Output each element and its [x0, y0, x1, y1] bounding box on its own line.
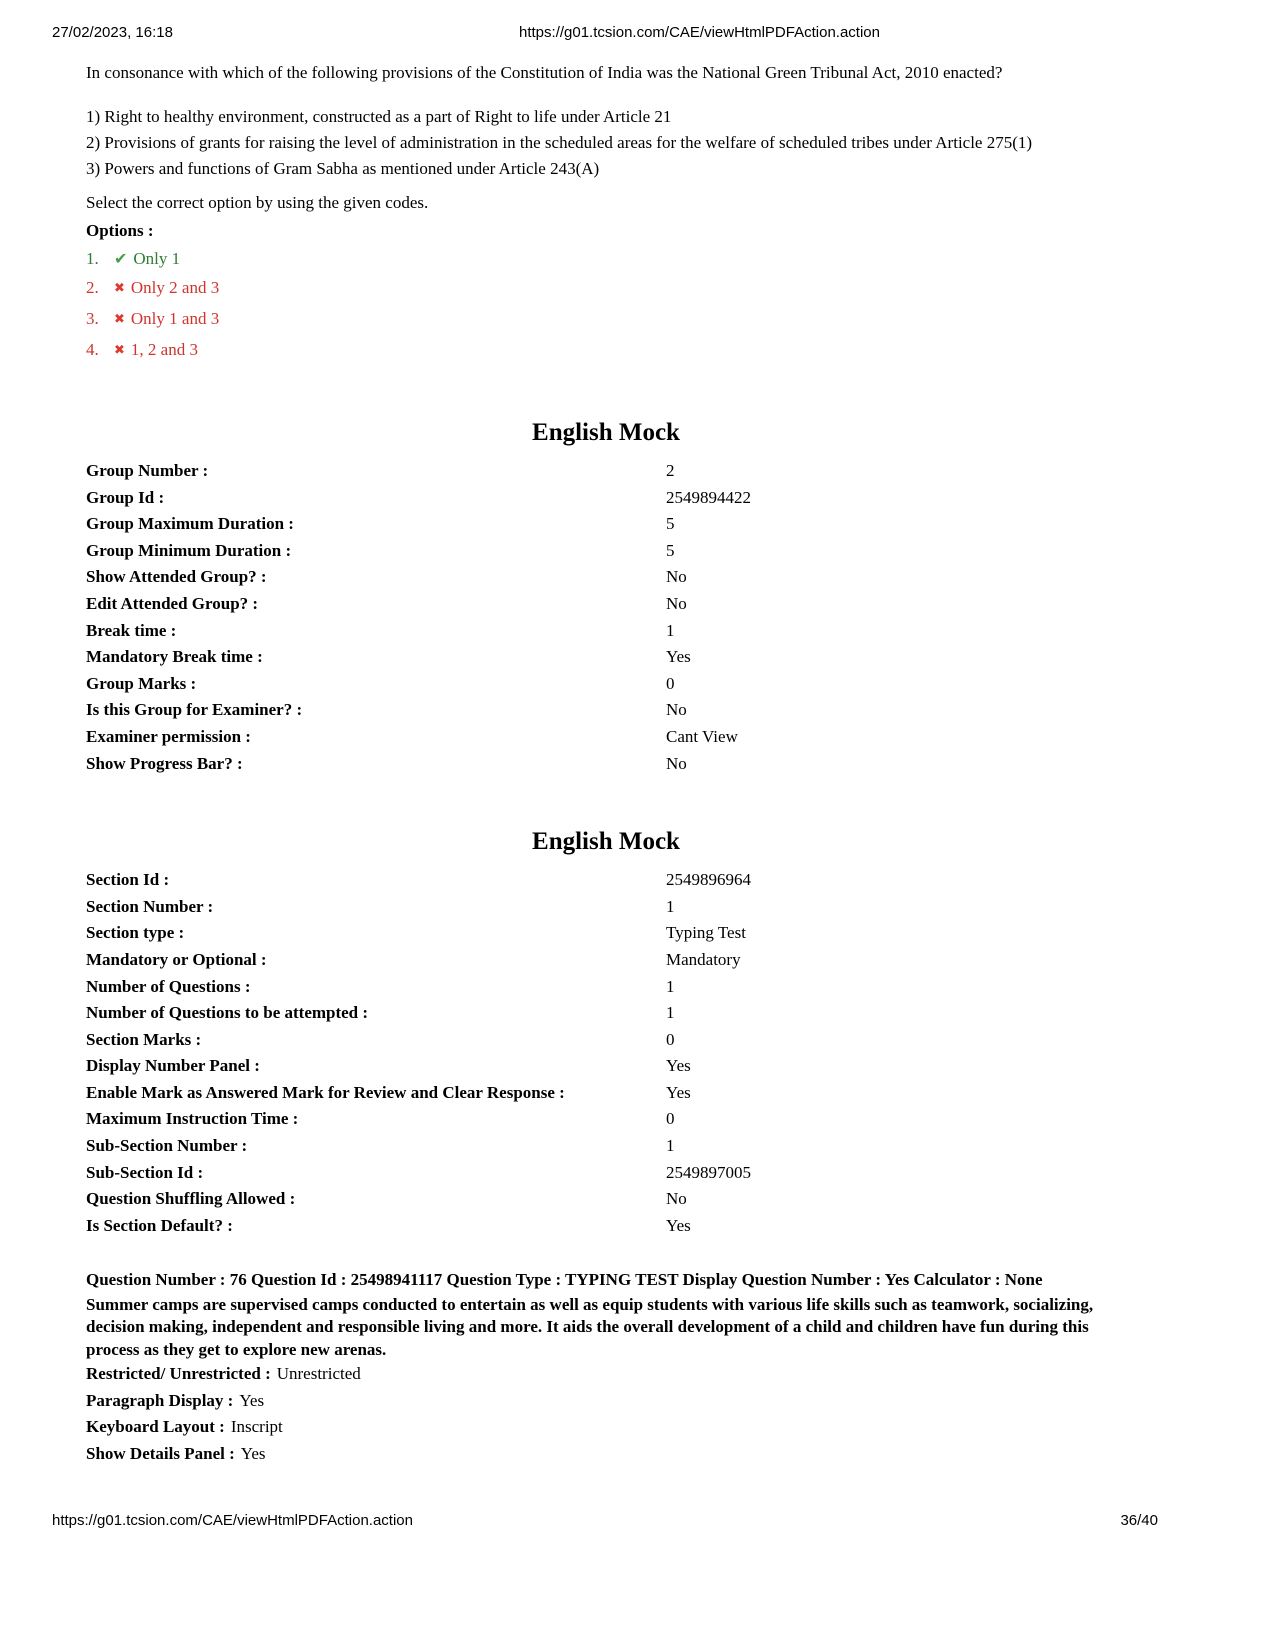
row-label: Enable Mark as Answered Mark for Review and Clear Response :	[86, 1082, 565, 1102]
option-number: 4.	[86, 340, 99, 359]
row-value: Cant View	[666, 726, 738, 746]
section-row	[86, 867, 1126, 894]
group-title: English Mock	[532, 419, 680, 446]
cross-icon: ✖	[114, 312, 125, 327]
row-label: Section Id :	[86, 870, 170, 890]
group-row	[86, 591, 1126, 618]
section-row	[86, 1160, 1126, 1187]
print-header	[52, 24, 1223, 44]
row-value: 0	[666, 673, 675, 693]
row-label: Number of Questions to be attempted :	[86, 1003, 369, 1023]
row-label: Section Marks :	[86, 1029, 202, 1049]
row-value: 1	[666, 1003, 675, 1023]
row-value: 2549894422	[666, 487, 751, 507]
row-value: 1	[666, 976, 675, 996]
group-row	[86, 724, 1126, 751]
section-row	[86, 920, 1126, 947]
attr-label: Show Details Panel :	[86, 1443, 235, 1463]
page-number: 36/40	[1120, 1512, 1158, 1529]
row-label: Group Number :	[86, 461, 209, 480]
row-value: 1	[666, 896, 675, 916]
option-label: 1, 2 and 3	[130, 340, 198, 359]
group-row	[86, 564, 1126, 591]
group-row	[86, 697, 1126, 724]
attr-show-details-panel	[86, 1441, 1126, 1468]
attr-value: Yes	[240, 1443, 266, 1463]
row-value: Yes	[666, 1082, 691, 1102]
section-title: English Mock	[532, 828, 680, 856]
section-row	[86, 1106, 1126, 1133]
row-value: 5	[666, 540, 675, 560]
question-statements	[86, 104, 1126, 182]
attr-label: Restricted/ Unrestricted :	[86, 1364, 271, 1384]
print-datetime: 27/02/2023, 16:18	[52, 24, 173, 41]
row-value: 2	[666, 461, 675, 480]
option-number: 2.	[86, 278, 99, 297]
group-row	[86, 644, 1126, 671]
question-instruction: Select the correct option by using the given codes.	[86, 193, 429, 212]
option-4	[86, 335, 1126, 366]
group-row	[86, 458, 1126, 485]
option-number: 3.	[86, 309, 99, 328]
section-row	[86, 894, 1126, 921]
row-label: Maximum Instruction Time :	[86, 1109, 299, 1129]
group-row	[86, 751, 1126, 778]
section-row	[86, 947, 1126, 974]
attr-value: Unrestricted	[276, 1364, 361, 1384]
row-value: 2549897005	[666, 1162, 751, 1182]
option-label: Only 1	[133, 249, 181, 268]
row-label: Display Number Panel :	[86, 1056, 260, 1076]
check-icon: ✔	[114, 249, 128, 268]
row-label: Show Progress Bar? :	[86, 753, 243, 773]
row-label: Examiner permission :	[86, 726, 251, 746]
row-label: Break time :	[86, 620, 177, 640]
attr-label: Paragraph Display :	[86, 1390, 234, 1410]
section-row	[86, 1027, 1126, 1054]
row-value: No	[666, 753, 687, 773]
option-label: Only 1 and 3	[130, 309, 220, 328]
row-label: Section type :	[86, 923, 185, 943]
option-3	[86, 304, 1126, 335]
row-label: Group Minimum Duration :	[86, 540, 292, 560]
attr-value: Inscript	[230, 1417, 283, 1437]
row-value: No	[666, 567, 687, 587]
row-value: 1	[666, 620, 675, 640]
row-value: 5	[666, 514, 675, 534]
row-label: Sub-Section Number :	[86, 1136, 248, 1156]
section-row	[86, 1000, 1126, 1027]
option-1	[86, 244, 1126, 273]
typing-attributes	[86, 1361, 1126, 1467]
row-label: Show Attended Group? :	[86, 567, 267, 587]
options-list	[86, 244, 1126, 366]
row-value: No	[666, 1189, 687, 1209]
row-value: 0	[666, 1109, 675, 1129]
row-label: Group Maximum Duration :	[86, 514, 294, 534]
attr-paragraph-display	[86, 1388, 1126, 1415]
question-text: In consonance with which of the following provisions of the Constitution of India was the National Green Tribunal Act, 2010 enacted?	[86, 63, 1003, 82]
row-value: No	[666, 593, 687, 613]
attr-keyboard-layout	[86, 1414, 1126, 1441]
row-label: Group Id :	[86, 487, 165, 507]
cross-icon: ✖	[114, 343, 125, 358]
typing-passage: Summer camps are supervised camps conducted to entertain as well as equip students with various life skills such as teamwork, socializing, decision making, independent and responsible living and more. It aids the overall development of a child and children have fun during this process as they get to explore new arenas.	[86, 1294, 1094, 1359]
print-footer-url: https://g01.tcsion.com/CAE/viewHtmlPDFAction.action	[52, 1512, 413, 1529]
row-value: 1	[666, 1136, 675, 1156]
section-row	[86, 1080, 1126, 1107]
group-row	[86, 511, 1126, 538]
row-label: Group Marks :	[86, 673, 197, 693]
document-content	[86, 60, 1126, 1467]
group-row	[86, 671, 1126, 698]
row-label: Question Shuffling Allowed :	[86, 1189, 296, 1209]
attr-value: Yes	[239, 1390, 265, 1410]
row-label: Number of Questions :	[86, 976, 251, 996]
row-value: Mandatory	[666, 949, 741, 969]
row-label: Section Number :	[86, 896, 214, 916]
group-details-list	[86, 458, 1126, 777]
cross-icon: ✖	[114, 281, 125, 296]
row-value: 2549896964	[666, 870, 751, 890]
section-row	[86, 974, 1126, 1001]
row-label: Sub-Section Id :	[86, 1162, 204, 1182]
row-value: Typing Test	[666, 923, 746, 943]
row-label: Edit Attended Group? :	[86, 593, 259, 613]
attr-label: Keyboard Layout :	[86, 1417, 225, 1437]
option-2	[86, 273, 1126, 304]
row-label: Is this Group for Examiner? :	[86, 700, 303, 720]
option-label: Only 2 and 3	[130, 278, 220, 297]
statement-3: 3) Powers and functions of Gram Sabha as mentioned under Article 243(A)	[86, 159, 600, 178]
typing-question-meta: Question Number : 76 Question Id : 25498941117 Question Type : TYPING TEST Display Question Number : Yes Calculator : None	[86, 1270, 1043, 1290]
print-header-url: https://g01.tcsion.com/CAE/viewHtmlPDFAction.action	[519, 24, 880, 41]
group-row	[86, 485, 1126, 512]
print-footer	[52, 1512, 1158, 1529]
section-row	[86, 1053, 1126, 1080]
option-number: 1.	[86, 249, 99, 268]
attr-restricted	[86, 1361, 1126, 1388]
section-row	[86, 1186, 1126, 1213]
statement-2: 2) Provisions of grants for raising the level of administration in the scheduled areas for the welfare of scheduled tribes under Article 275(1)	[86, 133, 1033, 152]
row-value: No	[666, 700, 687, 720]
section-row	[86, 1213, 1126, 1240]
options-heading: Options :	[86, 221, 154, 240]
statement-1: 1) Right to healthy environment, constructed as a part of Right to life under Article 21	[86, 107, 672, 126]
row-value: 0	[666, 1029, 675, 1049]
row-value: Yes	[666, 1215, 691, 1235]
row-value: Yes	[666, 647, 691, 667]
group-row	[86, 538, 1126, 565]
group-row	[86, 618, 1126, 645]
section-details-list	[86, 867, 1126, 1239]
row-label: Mandatory or Optional :	[86, 949, 267, 969]
row-label: Mandatory Break time :	[86, 647, 263, 667]
row-value: Yes	[666, 1056, 691, 1076]
row-label: Is Section Default? :	[86, 1215, 233, 1235]
section-row	[86, 1133, 1126, 1160]
